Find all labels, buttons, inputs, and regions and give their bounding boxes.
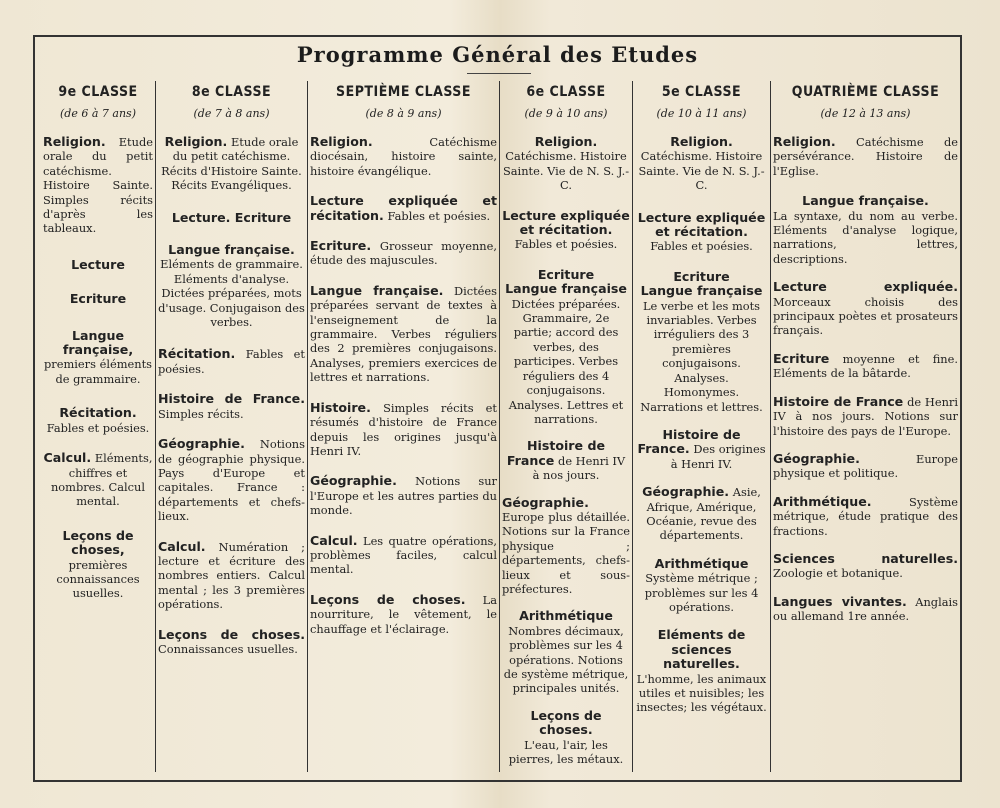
column-age: (de 6 à 7 ans) xyxy=(60,107,136,120)
title-underline xyxy=(467,73,531,74)
subject-lecons: Leçons de choses. La nourriture, le vêtement, le chauffage et l'éclairage. xyxy=(310,591,497,636)
column-8e xyxy=(155,81,307,772)
subject-calcul: Calcul. Les quatre opérations, problèmes faciles, calcul mental. xyxy=(310,532,497,577)
program-table xyxy=(33,35,962,782)
subject-recitation: Récitation. Fables et poésies. xyxy=(158,346,305,376)
subject-lecture: Lecture expliquée et récitation. Fables et poésies. xyxy=(637,209,766,254)
column-age: (de 12 à 13 ans) xyxy=(820,107,911,120)
subject-lecture-ecriture: Lecture. Ecriture xyxy=(171,209,292,225)
subject-lecons: Leçons de choses. L'eau, l'air, les pierres, les métaux. xyxy=(508,707,624,767)
subject-religion: Religion. Catéchisme. Histoire Sainte. Vie de N. S. J.-C. xyxy=(638,134,765,193)
column-5e xyxy=(632,81,770,772)
subject-lecture: Lecture expliquée et récitation. Fables et poésies. xyxy=(502,207,630,252)
subject-lecture: Lecture expliquée. Morceaux choisis des principaux poètes et prosateurs français. xyxy=(773,279,958,338)
subject-arithmetique: Arithmétique Nombres décimaux, problèmes sur les 4 opérations. Notions de système métrique, principales unités. xyxy=(503,608,629,696)
subject-histoire: Histoire de France de Henri IV à nos jours. xyxy=(506,438,626,483)
subject-calcul: Calcul. Eléments, chiffres et nombres. Calcul mental. xyxy=(43,450,153,509)
subject-geographie: Géographie. Asie, Afrique, Amérique, Océanie, revue des départements. xyxy=(642,484,761,543)
subject-religion: Religion. Catéchisme de persévérance. Histoire de l'Eglise. xyxy=(773,134,958,178)
subject-langue: Langue française. Dictées préparées servant de textes à l'enseignement de la grammaire. Verbes réguliers des 2 premières conjugaisons. Analyses, premiers exercices de lettres et narrations. xyxy=(310,282,497,385)
column-heading: 5e CLASSE xyxy=(661,84,742,100)
subject-religion: Religion. Catéchisme diocésain, histoire sainte, histoire évangélique. xyxy=(310,134,497,178)
subject-arithmetique: Arithmétique. Système métrique, étude pratique des fractions. xyxy=(773,493,958,538)
subject-recitation: Récitation. Fables et poésies. xyxy=(46,405,150,435)
column-age: (de 8 à 9 ans) xyxy=(365,107,442,120)
column-heading: 6e CLASSE xyxy=(526,84,606,100)
subject-geographie: Géographie. Europe plus détaillée. Notions sur la France physique ; départements, chefs-lieux et sous-préfectures. xyxy=(502,494,630,596)
page-title: Programme Général des Etudes xyxy=(296,42,699,67)
subject-ecriture: Ecriture. Grosseur moyenne, étude des majuscules. xyxy=(310,238,498,268)
column-heading: 9e CLASSE xyxy=(58,84,138,100)
subject-religion: Religion. Catéchisme. Histoire Sainte. Vie de N. S. J.-C. xyxy=(502,134,630,193)
subject-histoire: Histoire de France de Henri IV à nos jours. Notions sur l'histoire des pays de l'Europe. xyxy=(773,393,958,438)
subject-geographie: Géographie. Notions de géographie physique. Pays d'Europe et capitales. France : départements et chefs-lieux. xyxy=(158,436,305,524)
column-6e xyxy=(499,81,632,772)
subject-religion: Religion. Etude orale du petit catéchisme. Histoire Sainte. Simples récits d'après les tableaux. xyxy=(43,134,153,236)
subject-langues: Langues vivantes. Anglais ou allemand 1re année. xyxy=(773,593,958,624)
subject-histoire: Histoire de France. Des origines à Henri IV. xyxy=(637,426,766,471)
column-age: (de 9 à 10 ans) xyxy=(524,107,608,120)
column-age: (de 10 à 11 ans) xyxy=(656,107,747,120)
column-heading: 8e CLASSE xyxy=(191,84,272,100)
subject-langue: Langue française. Eléments de grammaire. Eléments d'analyse. Dictées préparées, mots d'usage. Conjugaison des verbes. xyxy=(158,242,305,330)
subject-langue: Langue française. La syntaxe, du nom au verbe. Eléments d'analyse logique, narrations, lettres, descriptions. xyxy=(773,193,958,266)
subject-ecriture: Ecriture xyxy=(537,266,595,282)
subject-geographie: Géographie. Notions sur l'Europe et les autres parties du monde. xyxy=(310,473,497,518)
subject-ecriture: Ecriture moyenne et fine. Eléments de la bâtarde. xyxy=(773,350,958,381)
subject-langue: Langue française Le verbe et les mots invariables. Verbes irréguliers des 3 premières conjugaisons. Analyses. Homonymes. Narrations et lettres. xyxy=(640,283,763,414)
subject-lecons: Leçons de choses. Connaissances usuelles. xyxy=(158,626,305,656)
subject-lecons: Leçons de choses, premières connaissances usuelles. xyxy=(56,527,140,601)
subject-sciences: Sciences naturelles. Zoologie et botanique. xyxy=(773,550,958,581)
subject-histoire: Histoire. Simples récits et résumés d'histoire de France depuis les origines jusqu'à Henri IV. xyxy=(310,399,497,458)
subject-religion: Religion. Etude orale du petit catéchisme. Récits d'Histoire Sainte. Récits Evangéliques. xyxy=(161,134,302,193)
column-9e xyxy=(41,81,155,772)
subject-geographie: Géographie. Europe physique et politique. xyxy=(773,450,958,481)
subject-lecture: Lecture expliquée et récitation. Fables et poésies. xyxy=(310,193,497,223)
column-heading: QUATRIÈME CLASSE xyxy=(791,84,940,100)
subject-sciences: Eléments de sciences naturelles. L'homme, les animaux utiles et nuisibles; les insectes; les végétaux. xyxy=(636,627,767,715)
column-quatrieme xyxy=(770,81,960,772)
column-age: (de 7 à 8 ans) xyxy=(193,107,270,120)
subject-arithmetique: Arithmétique Système métrique ; problèmes sur les 4 opérations. xyxy=(644,555,759,614)
subject-ecriture: Ecriture xyxy=(69,291,127,307)
subject-langue: Langue française, premiers éléments de grammaire. xyxy=(44,327,152,386)
subject-calcul: Calcul. Numération ; lecture et écriture des nombres entiers. Calcul mental ; les 3 premières opérations. xyxy=(158,538,305,612)
subject-histoire: Histoire de France. Simples récits. xyxy=(158,391,305,421)
column-heading: SEPTIÈME CLASSE xyxy=(336,84,471,100)
subject-langue: Langue française Dictées préparées. Grammaire, 2e partie; accord des verbes, des participes. Verbes réguliers des 4 conjugaisons. Analyses. Lettres et narrations. xyxy=(505,281,627,426)
subject-ecriture: Ecriture xyxy=(673,268,730,284)
subject-lecture: Lecture xyxy=(71,256,125,272)
column-septieme xyxy=(307,81,499,772)
